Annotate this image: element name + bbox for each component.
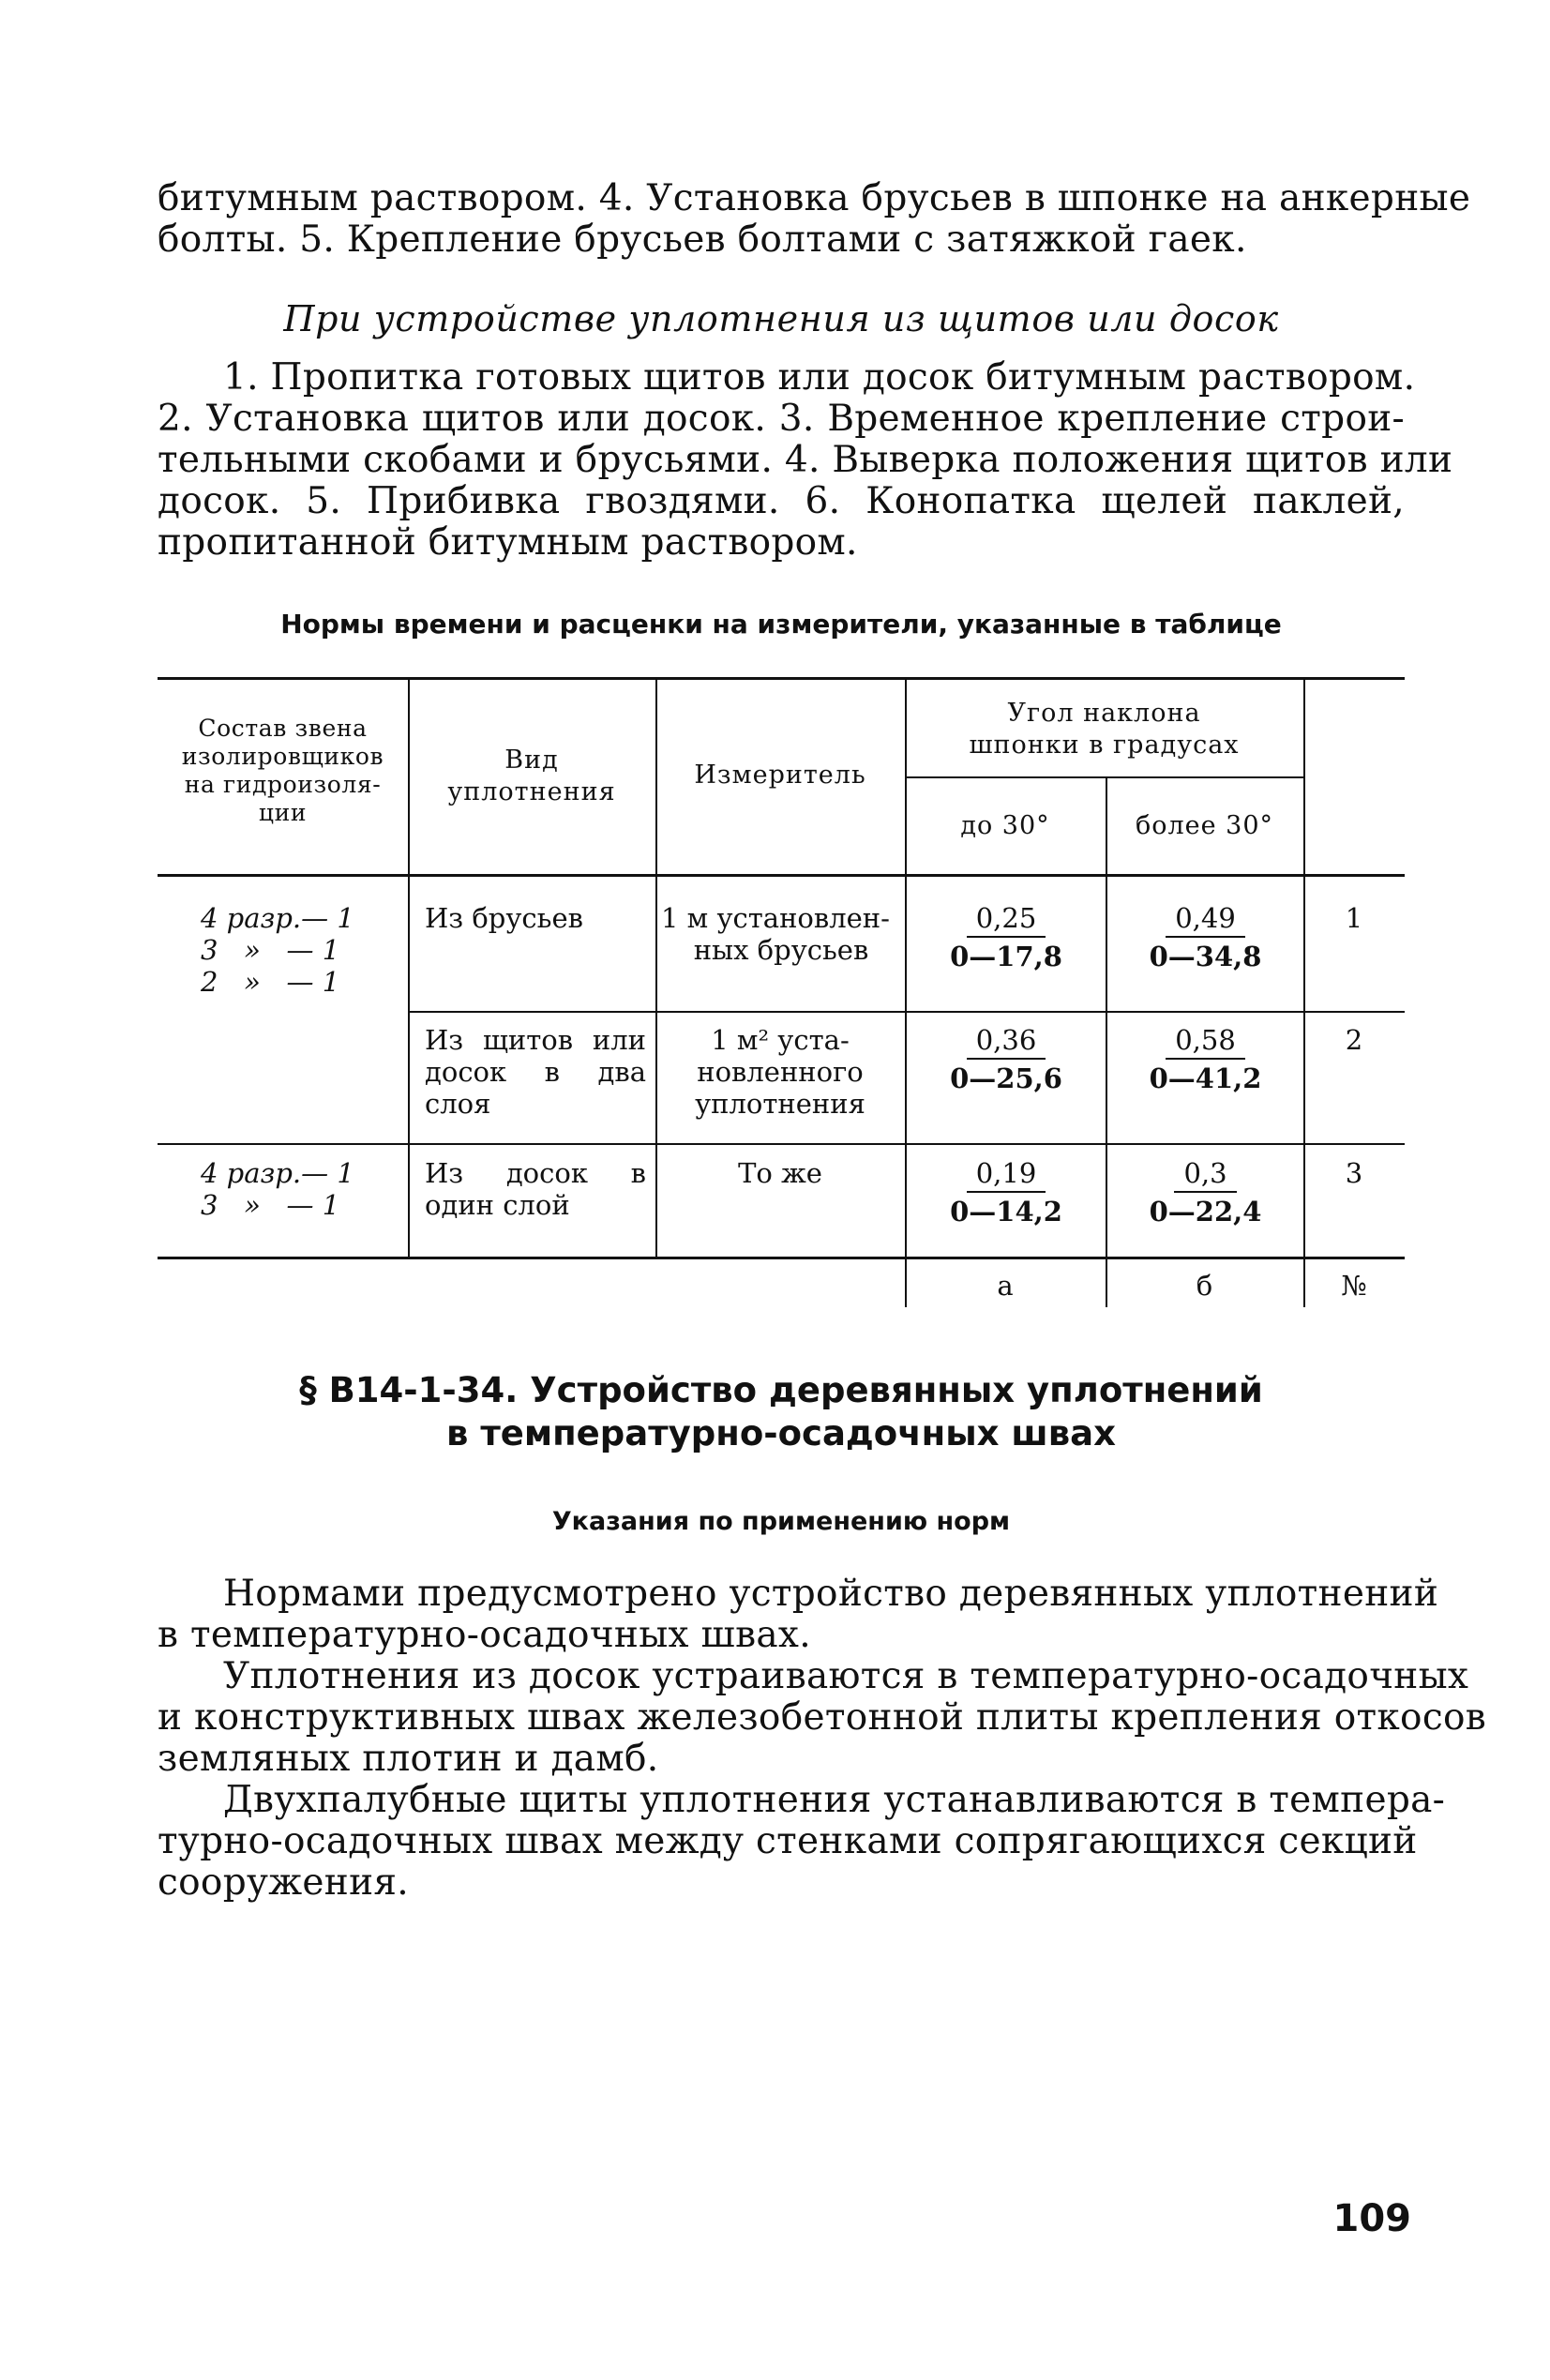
header-angle: Угол наклона шпонки в градусах (969, 699, 1240, 760)
norm-time: 0,49 (1166, 902, 1245, 938)
angle-header-rule (906, 776, 1303, 778)
body-paragraph-1 (158, 1573, 1439, 1656)
row2-number: 2 (1345, 1024, 1363, 1056)
steps-paragraph (158, 356, 1453, 564)
footer-col-a: а (997, 1270, 1014, 1302)
row2-col-b (1107, 1024, 1303, 1094)
page-number: 109 (1332, 2197, 1411, 2240)
rate: 0—17,8 (950, 941, 1062, 972)
row2-type: Из щитов или досок в два слоя (425, 1024, 646, 1120)
row3-type: Из досок в один слой (425, 1157, 646, 1221)
text-line: тельными скобами и брусьями. 4. Выверка положения щитов или (158, 439, 1453, 481)
row3-col-a (907, 1157, 1106, 1228)
text-line: в температурно-осадочных швах. (158, 1614, 811, 1656)
header-type: Вид уплотнения (447, 746, 616, 806)
row1-col-a (907, 902, 1106, 972)
row2-unit: 1 м² уста- новленного уплотнения (695, 1024, 865, 1120)
norms-table (158, 677, 1405, 1307)
table-caption: Нормы времени и расценки на измерители, указанные в таблице (280, 609, 1282, 640)
header-angle-a: до 30° (960, 811, 1050, 840)
header-angle-b: более 30° (1135, 811, 1274, 840)
rate: 0—25,6 (950, 1062, 1062, 1094)
group-divider (158, 1143, 1405, 1145)
body-paragraph-2 (158, 1655, 1487, 1780)
norm-time: 0,19 (967, 1157, 1046, 1193)
row1-unit: 1 м установлен- ных брусьев (661, 902, 890, 966)
row3-unit: То же (738, 1157, 822, 1189)
text-line: Уплотнения из досок устраиваются в температурно-осадочных (223, 1655, 1469, 1697)
text-line: болты. 5. Крепление брусьев болтами с затяжкой гаек. (158, 218, 1247, 261)
row1-number: 1 (1345, 902, 1363, 934)
crew-group-2: 4 разр.— 1 3 » — 1 (201, 1157, 354, 1221)
norm-time: 0,25 (967, 902, 1046, 938)
text-line: турно-осадочных швах между стенками сопрягающихся секций (158, 1820, 1418, 1862)
body-paragraph-3 (158, 1779, 1446, 1904)
row1-col-b (1107, 902, 1303, 972)
row3-number: 3 (1345, 1157, 1363, 1189)
text-line: пропитанной битумным раствором. (158, 521, 858, 564)
section-title: § В14-1-34. Устройство деревянных уплотнений в температурно-осадочных швах (299, 1370, 1263, 1454)
crew-group-1: 4 разр.— 1 3 » — 1 2 » — 1 (201, 902, 354, 998)
rate: 0—22,4 (1149, 1196, 1262, 1228)
row3-col-b (1107, 1157, 1303, 1228)
text-line: битумным раствором. 4. Установка брусьев в шпонке на анкерные (158, 177, 1471, 219)
footer-col-b: б (1196, 1270, 1213, 1302)
intro-paragraph (158, 177, 1471, 261)
rate: 0—41,2 (1149, 1062, 1262, 1094)
text-line: 1. Пропитка готовых щитов или досок битумным раствором. (223, 356, 1416, 399)
subheading: При устройстве уплотнения из щитов или досок (283, 298, 1279, 339)
text-line: досок. 5. Прибивка гвоздями. 6. Конопатка щелей паклей, (158, 480, 1405, 522)
header-bottom-rule (158, 874, 1405, 877)
rate: 0—34,8 (1149, 941, 1262, 972)
header-unit: Измеритель (694, 761, 866, 790)
table-bottom-rule (158, 1257, 1405, 1259)
norm-time: 0,58 (1166, 1024, 1245, 1060)
table-top-rule (158, 677, 1405, 680)
norm-time: 0,36 (967, 1024, 1046, 1060)
rate: 0—14,2 (950, 1196, 1062, 1228)
norm-time: 0,3 (1174, 1157, 1236, 1193)
text-line: Двухпалубные щиты уплотнения устанавливаются в темпера- (223, 1779, 1446, 1821)
row2-col-a (907, 1024, 1106, 1094)
section-subtitle: Указания по применению норм (551, 1507, 1011, 1536)
footer-number-sign: № (1341, 1270, 1367, 1302)
text-line: Нормами предусмотрено устройство деревянных уплотнений (223, 1573, 1439, 1615)
text-line: 2. Установка щитов или досок. 3. Временное крепление строи- (158, 398, 1405, 440)
col-rule (1303, 677, 1305, 1307)
row1-type: Из брусьев (425, 902, 583, 934)
text-line: и конструктивных швах железобетонной плиты крепления откосов (158, 1696, 1487, 1739)
header-crew: Состав звена изолировщиков на гидроизоля- ции (181, 715, 384, 826)
text-line: земляных плотин и дамб. (158, 1738, 659, 1780)
text-line: сооружения. (158, 1861, 409, 1904)
